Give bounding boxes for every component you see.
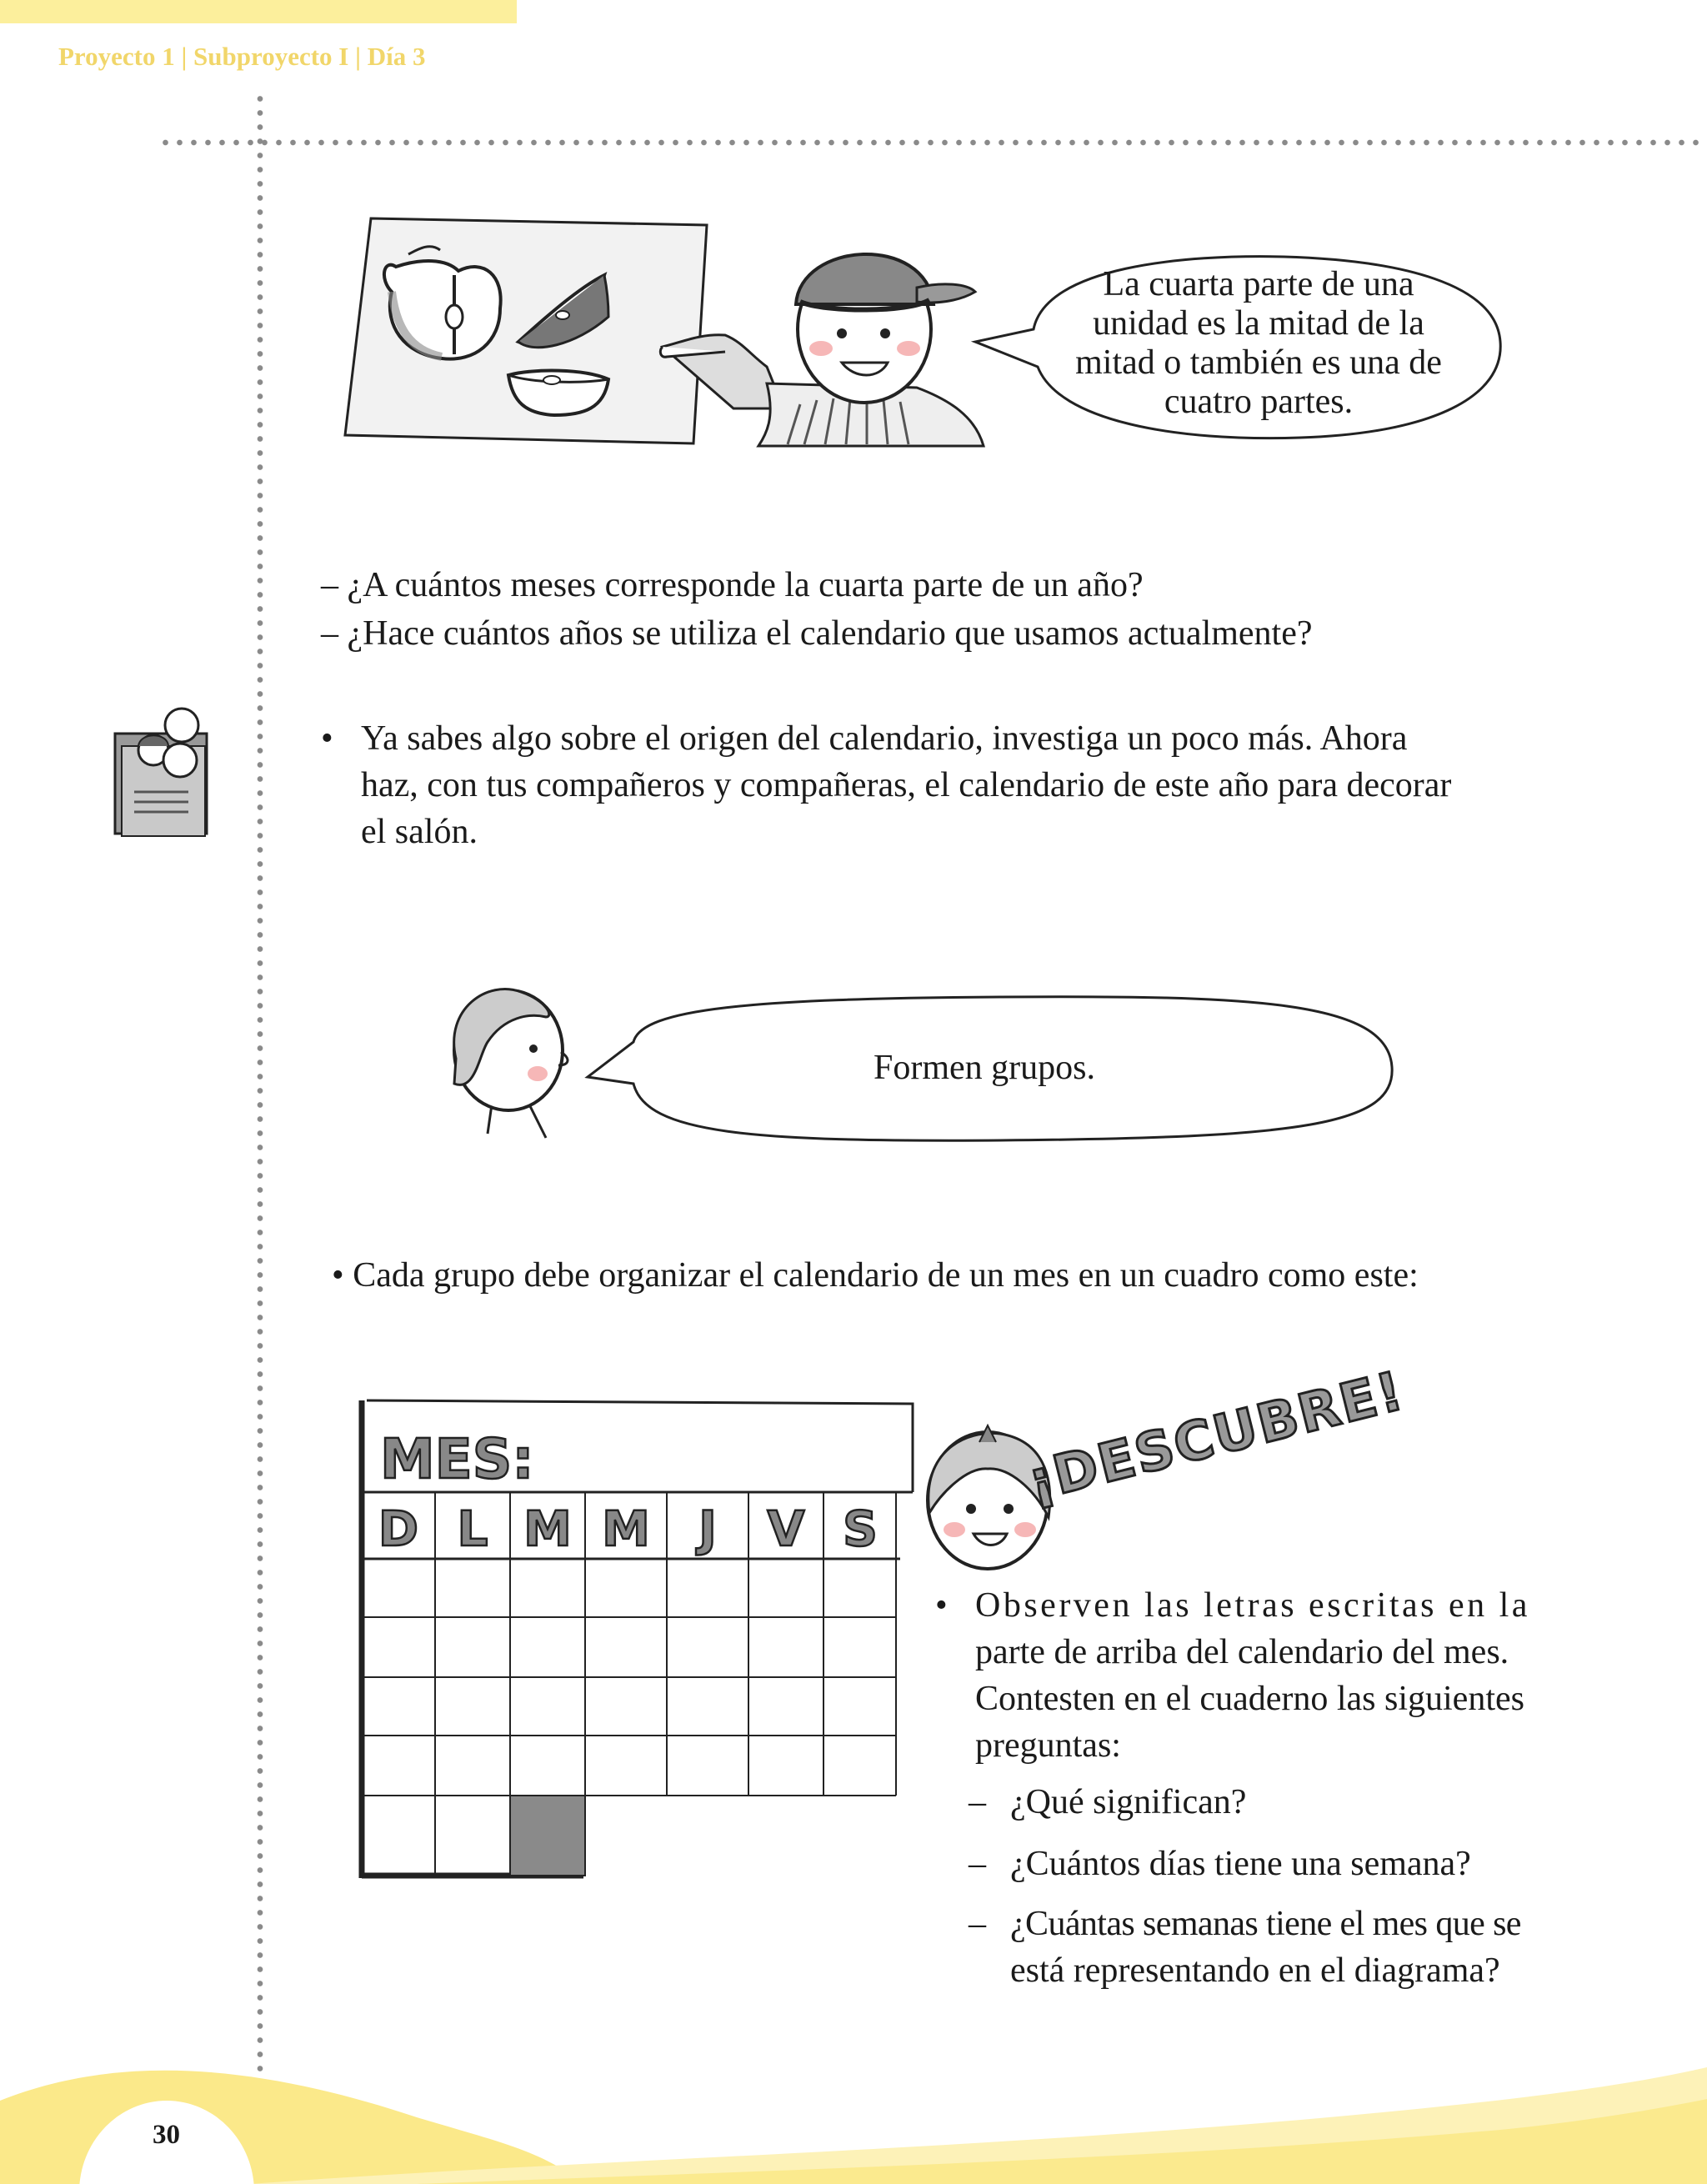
- observe-line: parte de arriba del calendario del mes.: [975, 1633, 1509, 1671]
- speech-bubble-girl-text: Formen grupos.: [874, 1049, 1095, 1087]
- observe-paragraph: [935, 1582, 1530, 1769]
- descubre-label: [1021, 1360, 1425, 1517]
- group-work-icon: [113, 700, 226, 842]
- bullet: •: [935, 1586, 948, 1625]
- dotted-divider-vertical: [256, 92, 264, 2076]
- dotted-divider-horizontal: [158, 138, 1707, 147]
- calendar-day-header: D: [378, 1500, 419, 1557]
- calendar-day-header: S: [843, 1500, 878, 1557]
- sub-question-days-week: – ¿Cuántos días tiene una semana?: [969, 1845, 1471, 1883]
- breadcrumb: Proyecto 1 | Subproyecto I | Día 3: [58, 42, 426, 71]
- apple-board-illustration: [333, 208, 1000, 458]
- observe-line: Contesten en el cuaderno las siguientes: [975, 1680, 1524, 1718]
- research-line: Ya sabes algo sobre el origen del calendario, investiga un poco más. Ahora: [361, 719, 1408, 758]
- observe-line: preguntas:: [975, 1726, 1121, 1765]
- header-tab: [0, 0, 517, 23]
- calendar-title: MES:: [380, 1427, 534, 1491]
- footer-wave: [0, 2017, 1707, 2184]
- question-quarter-year: – ¿A cuántos meses corresponde la cuarta parte de un año?: [321, 566, 1144, 604]
- boy-character: [660, 254, 984, 446]
- girl-character: [429, 967, 571, 1142]
- bullet: •: [321, 719, 333, 758]
- calendar-day-header: V: [767, 1500, 805, 1557]
- calendar-day-header: J: [698, 1500, 717, 1557]
- calendar-day-header: L: [457, 1500, 488, 1557]
- svg-text:¡DESCUBRE!: ¡DESCUBRE!: [1021, 1360, 1411, 1514]
- research-paragraph: [321, 715, 1451, 855]
- research-line: haz, con tus compañeros y compañeras, el calendario de este año para decorar: [361, 766, 1452, 804]
- speech-bubble-boy-text: La cuarta parte de una unidad es la mitad de la mitad o también es una de cuatro partes.: [1075, 265, 1442, 421]
- calendar-day-header: M: [602, 1500, 650, 1557]
- research-line: el salón.: [361, 813, 478, 851]
- sub-question-weeks-month: – ¿Cuántas semanas tiene el mes que se está representando en el diagrama?: [969, 1905, 1521, 1990]
- sub-question-meaning: – ¿Qué significan?: [969, 1783, 1247, 1821]
- observe-line: Observen las letras escritas en la: [975, 1586, 1530, 1625]
- page-number: 30: [153, 2120, 180, 2150]
- group-instruction: • Cada grupo debe organizar el calendario de un mes en un cuadro como este:: [332, 1256, 1419, 1295]
- calendar-day-header: M: [523, 1500, 572, 1557]
- question-calendar-age: – ¿Hace cuántos años se utiliza el calendario que usamos actualmente?: [321, 614, 1313, 653]
- calendar-grid: [350, 1399, 917, 1882]
